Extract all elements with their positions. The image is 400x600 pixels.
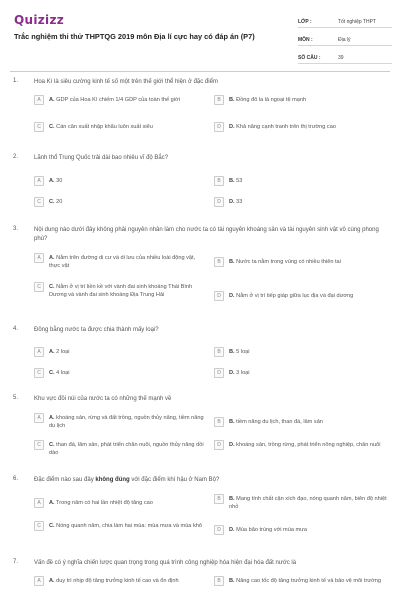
option-text: A. duy trì nhịp độ tăng trưởng kinh tế cao và ổn định — [49, 578, 179, 584]
answer-option-a[interactable] — [34, 95, 204, 105]
answer-option-b[interactable] — [214, 417, 389, 427]
option-text: D. 33 — [229, 199, 243, 205]
option-letter: C — [34, 122, 44, 132]
option-letter: A — [34, 347, 44, 357]
option-text: B. 5 loại — [229, 349, 250, 355]
question-text: Vấn đề có ý nghĩa chiến lược quan trọng trong quá trình công nghiệp hóa hiện đại hóa đất nước là — [34, 560, 297, 566]
option-text: C. Nóng quanh năm, chia làm hai mùa: mùa mưa và mùa khô — [49, 523, 202, 529]
answer-option-d[interactable] — [214, 122, 389, 132]
answer-option-a[interactable] — [34, 253, 206, 270]
answer-option-b[interactable] — [214, 347, 389, 357]
question-text: Lãnh thổ Trung Quốc trải dài bao nhiêu vĩ độ Bắc? — [34, 155, 169, 161]
meta-value: Địa lý — [338, 37, 351, 43]
question-text: Đồng bằng nước ta được chia thành mấy loại? — [34, 327, 159, 333]
option-letter: B — [214, 95, 224, 105]
option-text: D. Nằm ở vị trí tiếp giáp giữa lục địa và đại dương — [229, 293, 354, 299]
option-text: B. Mang tính chất cận xích đạo, nóng quanh năm, biên độ nhiệt nhỏ — [229, 496, 387, 510]
option-letter: B — [214, 176, 224, 186]
question-number: 3. — [13, 226, 19, 232]
worksheet-title: Trắc nghiệm thi thử THPTQG 2019 môn Địa lí cực hay có đáp án (P7) — [14, 32, 255, 41]
worksheet-meta — [298, 14, 392, 68]
option-letter: D — [214, 368, 224, 378]
option-letter: B — [214, 257, 224, 267]
option-text: A. Trong năm có hai lần nhiệt độ tăng cao — [49, 500, 153, 506]
question-text: Đặc điểm nào sau đây không đúng với đặc điểm khí hậu ở Nam Bộ? — [34, 477, 220, 483]
answer-option-d[interactable] — [214, 197, 389, 207]
answer-option-d[interactable] — [214, 440, 389, 450]
option-letter: B — [214, 576, 224, 586]
option-text: B. 53 — [229, 178, 243, 184]
option-letter: C — [34, 521, 44, 531]
answer-option-a[interactable] — [34, 176, 204, 186]
answer-option-d[interactable] — [214, 291, 389, 301]
option-letter: D — [214, 122, 224, 132]
meta-value: Tốt nghiệp THPT — [338, 19, 376, 25]
quizizz-logo: Quizizz — [14, 13, 65, 27]
question-number: 7. — [13, 559, 19, 565]
option-text: A. khoáng sản, rừng và đất trồng, nguồn thủy năng, tiềm năng du lịch — [49, 415, 204, 429]
answer-option-c[interactable] — [34, 197, 204, 207]
option-letter: C — [34, 282, 44, 292]
option-text: D. Khả năng cạnh tranh trên thị trường cao — [229, 124, 336, 130]
option-letter: A — [34, 176, 44, 186]
option-text: C. than đá, lâm sản, phát triển chăn nuôi, nguồn thủy năng dồi dào — [49, 442, 204, 456]
option-letter: B — [214, 347, 224, 357]
option-letter: D — [214, 525, 224, 535]
option-text: C. 20 — [49, 199, 63, 205]
option-letter: A — [34, 498, 44, 508]
option-text: A. 30 — [49, 178, 63, 184]
meta-row-class — [298, 14, 392, 28]
question-text: Khu vực đồi núi của nước ta có những thế mạnh về — [34, 396, 172, 402]
option-letter: B — [214, 417, 224, 427]
meta-label: MÔN : — [298, 37, 313, 43]
answer-option-d[interactable] — [214, 368, 389, 378]
answer-option-c[interactable] — [34, 440, 206, 457]
option-text: B. tiềm năng du lịch, than đá, lâm sản — [229, 419, 323, 425]
answer-option-a[interactable] — [34, 413, 206, 430]
question-number: 5. — [13, 395, 19, 401]
question-text: Hoa Kì là siêu cường kinh tế số một trên thế giới thể hiện ở đặc điểm — [34, 79, 218, 85]
option-text: A. 2 loại — [49, 349, 70, 355]
answer-option-b[interactable] — [214, 494, 389, 511]
question-number: 2. — [13, 154, 19, 160]
option-letter: B — [214, 494, 224, 504]
option-text: D. Mùa bão trùng với mùa mưa — [229, 527, 307, 533]
question-text: Nội dung nào dưới đây không phải nguyên nhân làm cho nước ta có tài nguyên khoáng sản và tài nguyên sinh vật vô cùng phong phú? — [34, 227, 379, 242]
answer-option-a[interactable] — [34, 347, 204, 357]
answer-option-b[interactable] — [214, 576, 389, 586]
option-letter: D — [214, 197, 224, 207]
meta-row-subject — [298, 32, 392, 46]
question-number: 4. — [13, 326, 19, 332]
option-text: A. Nằm trên đường di cư và di lưu của nhiều loài động vật, thực vật — [49, 255, 196, 269]
option-text: C. Nằm ở vị trí liền kề với vành đai sinh khoáng Thái Bình Dương và vành đai sinh khoáng Địa Trung Hải — [49, 284, 193, 298]
option-text: B. Nước ta nằm trong vùng có nhiều thiên tai — [229, 259, 341, 265]
answer-option-c[interactable] — [34, 521, 206, 531]
question-number: 1. — [13, 78, 19, 84]
option-letter: C — [34, 440, 44, 450]
meta-row-count — [298, 50, 392, 64]
meta-value: 39 — [338, 55, 344, 61]
answer-option-a[interactable] — [34, 576, 206, 586]
option-text: B. Đồng đô la là ngoại tệ mạnh — [229, 97, 307, 103]
option-letter: A — [34, 413, 44, 423]
option-text: A. GDP của Hoa Kì chiếm 1/4 GDP của toàn thế giới — [49, 97, 180, 103]
answer-option-b[interactable] — [214, 95, 389, 105]
option-letter: D — [214, 291, 224, 301]
worksheet-header — [0, 0, 400, 66]
option-letter: A — [34, 95, 44, 105]
option-text: D. 3 loại — [229, 370, 250, 376]
option-text: C. 4 loại — [49, 370, 70, 376]
meta-label: LỚP : — [298, 19, 312, 25]
option-letter: D — [214, 440, 224, 450]
option-text: D. khoáng sản, trồng rừng, phát triển nông nghiệp, chăn nuôi — [229, 442, 381, 448]
answer-option-c[interactable] — [34, 122, 204, 132]
meta-label: SỐ CÂU : — [298, 55, 321, 61]
option-letter: C — [34, 368, 44, 378]
answer-option-c[interactable] — [34, 282, 206, 299]
option-text: C. Cán cân xuất nhập khẩu luôn xuất siêu — [49, 124, 153, 130]
answer-option-b[interactable] — [214, 257, 389, 267]
question-number: 6. — [13, 476, 19, 482]
answer-option-a[interactable] — [34, 498, 206, 508]
answer-option-b[interactable] — [214, 176, 389, 186]
answer-option-d[interactable] — [214, 525, 389, 535]
header-divider — [10, 71, 390, 72]
option-letter: A — [34, 253, 44, 263]
answer-option-c[interactable] — [34, 368, 204, 378]
option-text: B. Nâng cao tốc độ tăng trưởng kinh tế và bảo vệ môi trường — [229, 578, 381, 584]
option-letter: A — [34, 576, 44, 586]
option-letter: C — [34, 197, 44, 207]
